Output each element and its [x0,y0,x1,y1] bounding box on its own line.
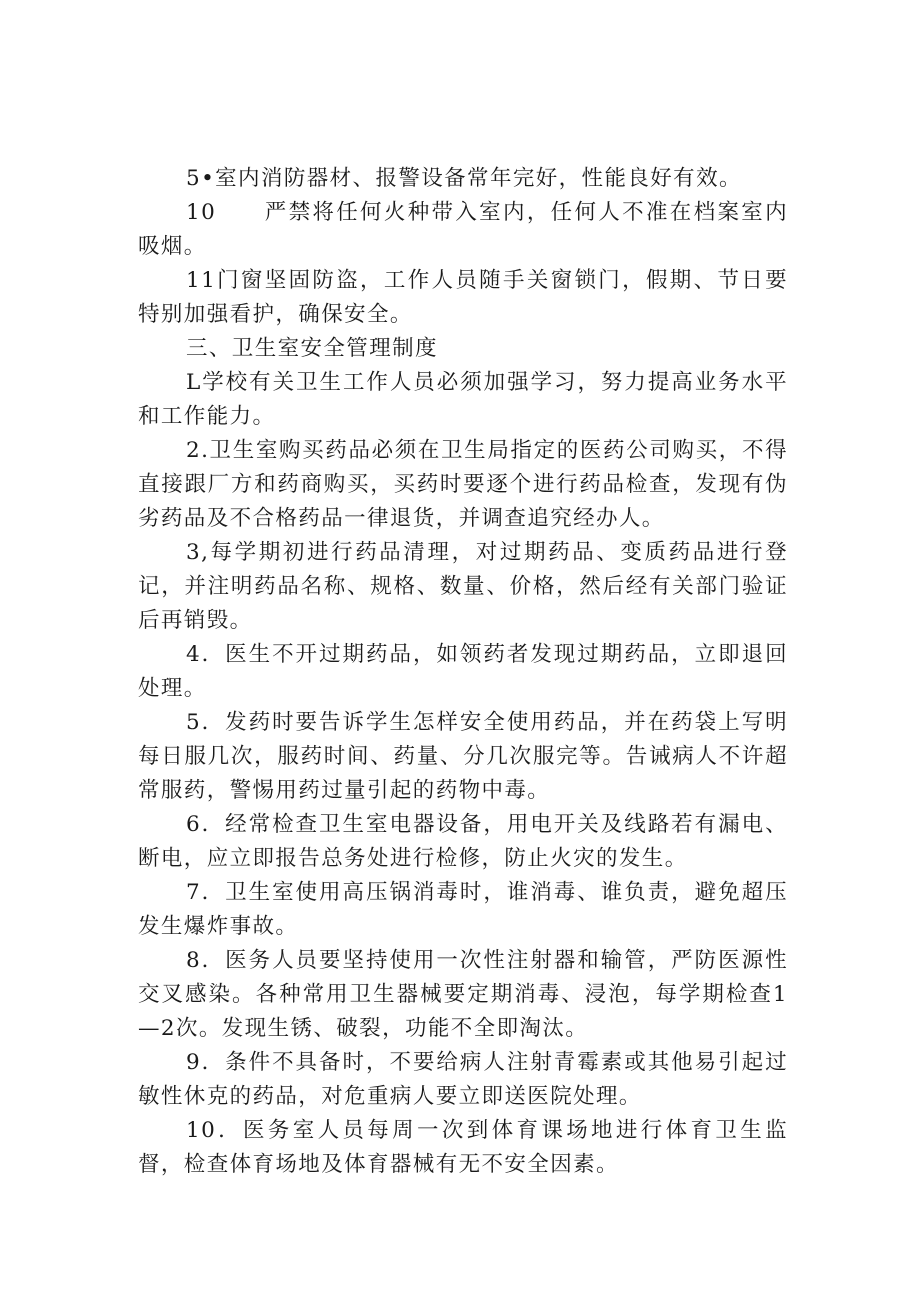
paragraph-item-1: L学校有关卫生工作人员必须加强学习，努力提高业务水平和工作能力。 [138,370,788,429]
document-page [138,162,788,1182]
paragraph-item-5: 5．发药时要告诉学生怎样安全使用药品，并在药袋上写明每日服几次，服药时间、药量、分几次服完等。告诫病人不许超常服药，警惕用药过量引起的药物中毒。 [138,710,788,803]
paragraph-item-8: 8．医务人员要坚持使用一次性注射器和输管，严防医源性交叉感染。各种常用卫生器械要定期消毒、浸泡，每学期检查1—2次。发现生锈、破裂，功能不全即淘汰。 [138,948,788,1041]
section-heading: 三、卫生室安全管理制度 [186,336,438,361]
paragraph-no-fire: 10 严禁将任何火种带入室内，任何人不准在档案室内吸烟。 [138,200,788,259]
paragraph-item-3: 3,每学期初进行药品清理，对过期药品、变质药品进行登记，并注明药品名称、规格、数量、价格，然后经有关部门验证后再销毁。 [138,540,788,633]
paragraph-item-4: 4．医生不开过期药品，如领药者发现过期药品，立即退回处理。 [138,642,788,701]
paragraph-item-7: 7．卫生室使用高压锅消毒时，谁消毒、谁负责，避免超压发生爆炸事故。 [138,880,788,939]
paragraph-item-6: 6．经常检查卫生室电器设备，用电开关及线路若有漏电、断电，应立即报告总务处进行检修，防止火灾的发生。 [138,812,788,871]
paragraph-item-10: 10．医务室人员每周一次到体育课场地进行体育卫生监督，检查体育场地及体育器械有无不安全因素。 [138,1118,788,1177]
paragraph-item-2: 2.卫生室购买药品必须在卫生局指定的医药公司购买，不得直接跟厂方和药商购买，买药时要逐个进行药品检查，发现有伪劣药品及不合格药品一律退货，并调查追究经办人。 [138,438,788,531]
paragraph-doors-windows: 11门窗坚固防盗，工作人员随手关窗锁门，假期、节日要特别加强看护，确保安全。 [138,268,788,327]
paragraph-fire-equipment: 5•室内消防器材、报警设备常年完好，性能良好有效。 [186,166,742,191]
paragraph-item-9: 9．条件不具备时，不要给病人注射青霉素或其他易引起过敏性休克的药品，对危重病人要立即送医院处理。 [138,1050,788,1109]
